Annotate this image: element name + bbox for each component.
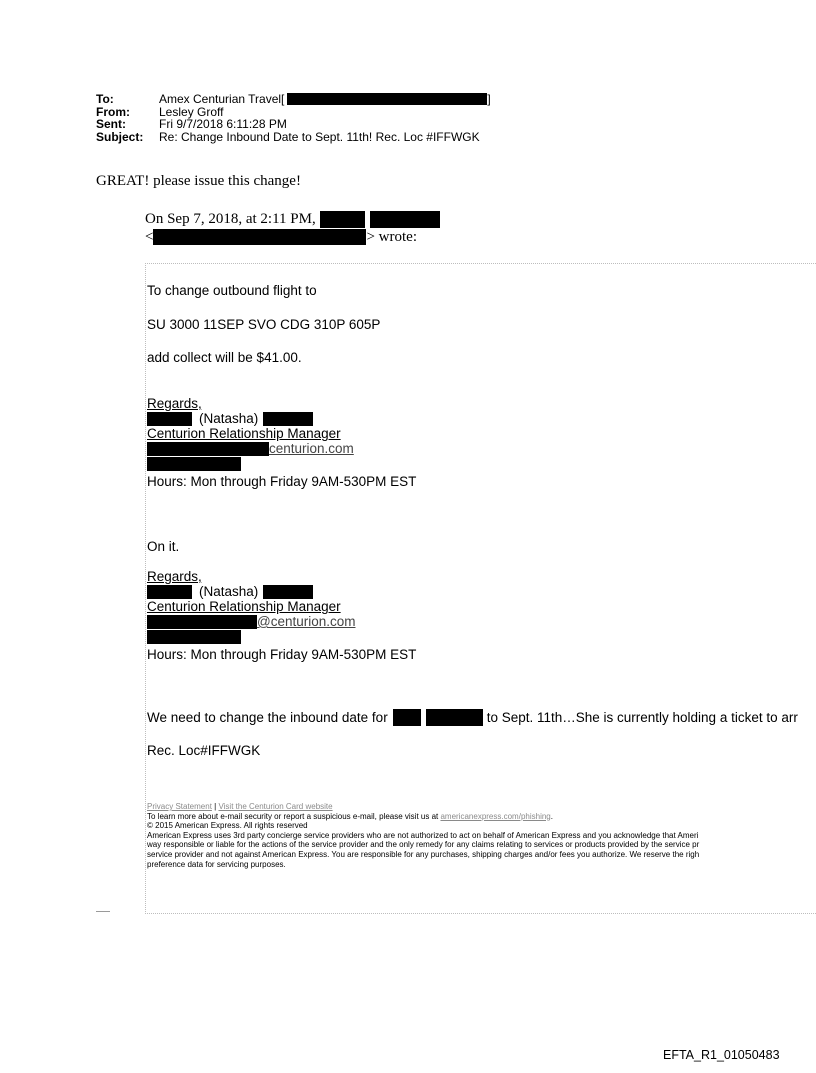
to-value-end: ] — [487, 92, 491, 106]
footer-legal-line: service provider and not against American Express. You are responsible for any purchases, shipping charges and/or fees you authorize. We reserve the righ — [147, 849, 700, 859]
signature-block — [147, 396, 416, 489]
privacy-statement-link[interactable]: Privacy Statement — [147, 802, 212, 811]
from-row — [96, 106, 491, 119]
subject-value: Re: Change Inbound Date to Sept. 11th! Rec. Loc #IFFWGK — [159, 129, 480, 144]
quoted-wrote: > wrote: — [366, 229, 417, 245]
document-id: EFTA_R1_01050483 — [663, 1048, 780, 1062]
signature-name: (Natasha) — [199, 411, 259, 426]
redaction-box — [147, 442, 269, 456]
need-suffix: to Sept. 11th…She is currently holding a ticket to arr — [486, 710, 798, 725]
redaction-box — [153, 229, 366, 245]
signature-regards: Regards, — [147, 396, 202, 411]
redaction-box — [393, 709, 421, 726]
signature-title: Centurion Relationship Manager — [147, 599, 341, 614]
footer-copyright: © 2015 American Express. All rights reserved — [147, 821, 308, 831]
to-row — [96, 93, 491, 106]
footer-legal-line: American Express uses 3rd party concierge service providers who are not authorized to act on behalf of American Express and you acknowledge that Ameri — [147, 830, 699, 840]
signature-regards: Regards, — [147, 569, 202, 584]
signature-hours: Hours: Mon through Friday 9AM-530PM EST — [147, 474, 417, 489]
message-line — [147, 709, 798, 726]
quoted-open-bracket: < — [145, 229, 154, 245]
divider-mark — [96, 911, 110, 912]
sent-row — [96, 118, 491, 131]
signature-email-link[interactable]: centurion.com — [269, 441, 354, 456]
sent-value: Fri 9/7/2018 6:11:28 PM — [159, 117, 287, 131]
signature-hours: Hours: Mon through Friday 9AM-530PM EST — [147, 647, 417, 662]
subject-row — [96, 131, 491, 144]
quoted-intro: On Sep 7, 2018, at 2:11 PM, — [145, 211, 316, 227]
need-prefix: We need to change the inbound date for — [147, 710, 388, 725]
message-line: add collect will be $41.00. — [147, 350, 302, 365]
from-label: From: — [96, 104, 130, 119]
reply-text: GREAT! please issue this change! — [96, 173, 301, 189]
redaction-box — [147, 615, 257, 629]
message-line: On it. — [147, 539, 180, 554]
redaction-box — [287, 93, 487, 105]
redaction-box — [370, 211, 440, 228]
from-value: Lesley Groff — [159, 104, 224, 119]
footer-separator: | — [211, 802, 219, 811]
message-line: To change outbound flight to — [147, 283, 317, 298]
redaction-box — [147, 630, 241, 644]
rec-loc: Rec. Loc#IFFWGK — [147, 743, 261, 758]
redaction-box — [320, 211, 365, 228]
signature-name: (Natasha) — [199, 584, 259, 599]
subject-label: Subject: — [96, 129, 144, 144]
signature-email-link[interactable]: @centurion.com — [257, 614, 356, 629]
visit-centurion-link[interactable]: Visit the Centurion Card website — [218, 802, 333, 811]
footer-learn-text: To learn more about e-mail security or report a suspicious e-mail, please visit us at — [147, 811, 441, 821]
redaction-box — [263, 412, 313, 426]
redaction-box — [147, 412, 192, 426]
email-header — [96, 93, 491, 143]
to-label: To: — [96, 92, 114, 106]
legal-footer — [147, 802, 699, 869]
footer-legal-line: way responsible or liable for the actions of the service provider and the only remedy for any claims relating to services or products provided by the service pr — [147, 840, 700, 850]
redaction-box — [147, 585, 192, 599]
message-line: SU 3000 11SEP SVO CDG 310P 605P — [147, 317, 381, 332]
signature-title: Centurion Relationship Manager — [147, 426, 341, 441]
footer-learn-suffix: . — [550, 811, 553, 821]
redaction-box — [263, 585, 313, 599]
redaction-box — [426, 709, 483, 726]
footer-legal-line: preference data for servicing purposes. — [147, 859, 286, 869]
redaction-box — [147, 457, 241, 471]
sent-label: Sent: — [96, 117, 126, 131]
phishing-link[interactable]: americanexpress.com/phishing — [440, 811, 551, 821]
to-value: Amex Centurian Travel[ — [159, 92, 285, 106]
signature-block — [147, 569, 416, 662]
quoted-header — [145, 210, 440, 246]
